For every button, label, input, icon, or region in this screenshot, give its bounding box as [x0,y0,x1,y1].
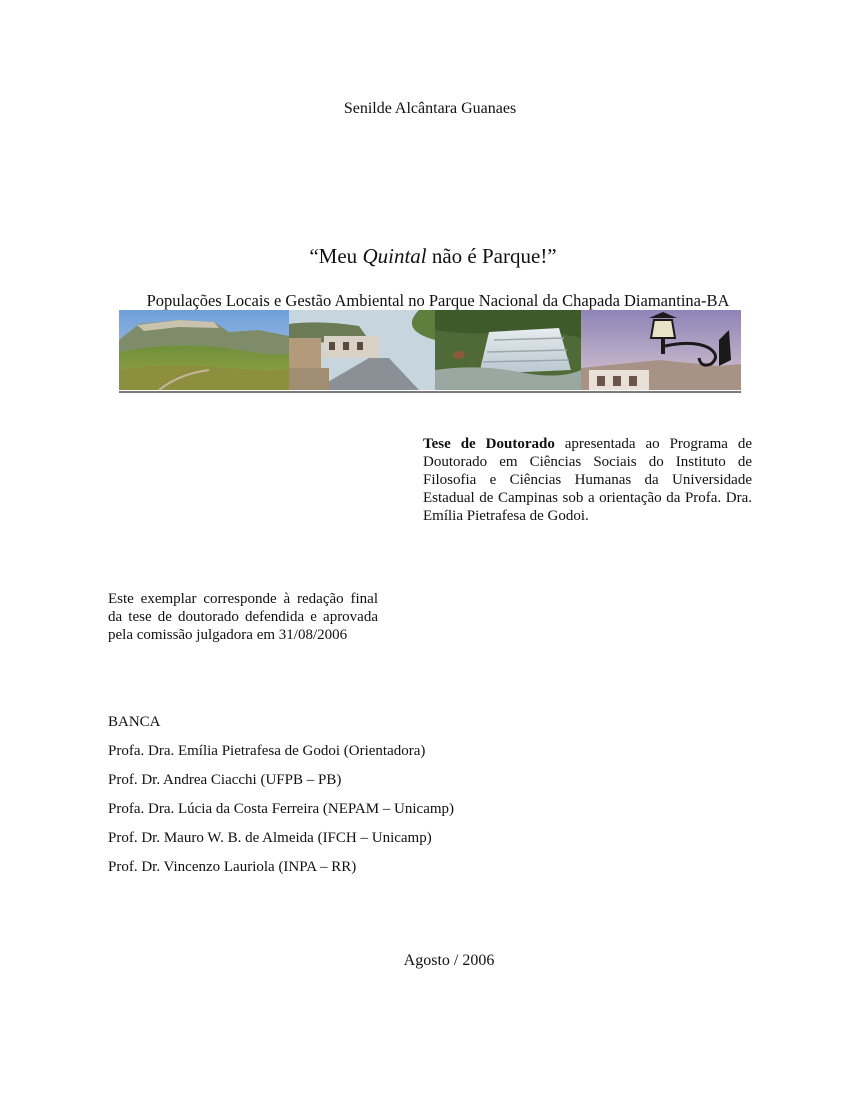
committee-member: Prof. Dr. Vincenzo Lauriola (INPA – RR) [108,859,357,875]
committee-member: Prof. Dr. Andrea Ciacchi (UFPB – PB) [108,772,342,788]
title-italic-word: Quintal [362,244,427,268]
title-part-2: não é Parque!” [426,244,557,268]
title-part-1: “Meu [309,244,363,268]
banner-underline [119,391,741,393]
committee-member: Profa. Dra. Lúcia da Costa Ferreira (NEPAM – Unicamp) [108,801,455,817]
author-name: Senilde Alcântara Guanaes [343,100,517,117]
photo-banner-image [119,310,741,390]
approval-note: Este exemplar corresponde à redação final da tese de doutorado defendida e aprovada pela comissão julgadora em 31/08/2006 [108,591,378,643]
thesis-description [423,435,752,525]
publication-date: Agosto / 2006 [403,952,495,969]
thesis-description-text: apresentada ao Programa de Doutorado em Ciências Sociais do Instituto de Filosofia e Ciências Humanas da Universidade Estadual de Campinas sob a orientação da Profa. Dra. Emília Pietrafesa de Godoi. [423,436,752,524]
committee-list [108,742,454,887]
photo-banner [119,310,741,390]
thesis-type: Tese de Doutorado [423,436,555,452]
thesis-title [0,244,850,269]
thesis-subtitle: Populações Locais e Gestão Ambiental no Parque Nacional da Chapada Diamantina-BA [146,291,730,310]
committee-member: Prof. Dr. Mauro W. B. de Almeida (IFCH – Unicamp) [108,830,432,846]
committee-member: Profa. Dra. Emília Pietrafesa de Godoi (Orientadora) [108,743,426,759]
committee-heading: BANCA [108,714,161,730]
